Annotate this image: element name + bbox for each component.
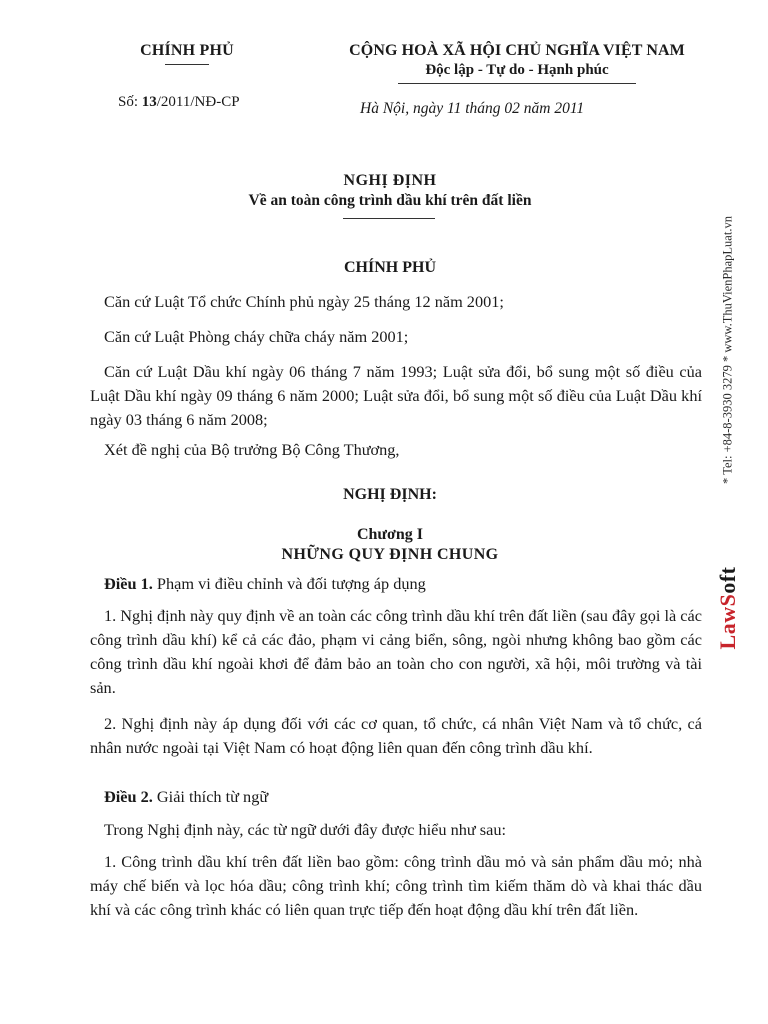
- chapter-heading: [80, 525, 700, 565]
- national-motto: Độc lập - Tự do - Hạnh phúc: [425, 62, 609, 78]
- document-number-suffix: /2011/NĐ-CP: [156, 94, 240, 110]
- article-2-heading: [104, 787, 268, 807]
- motto-underline: [398, 83, 636, 84]
- article-1-heading: [104, 574, 426, 594]
- watermark-brand-logo: LawSoft: [715, 566, 740, 650]
- proposal-basis: Xét đề nghị của Bộ trưởng Bộ Công Thương,: [104, 440, 400, 459]
- article-2-intro: Trong Nghị định này, các từ ngữ dưới đây được hiểu như sau:: [104, 820, 506, 839]
- national-title-block: [312, 42, 722, 84]
- title-underline: [343, 218, 435, 219]
- watermark-separator: *: [720, 474, 735, 484]
- watermark-contact: * Tel: +84-8-3930 3279 * www.ThuVienPhapLuat.vn: [720, 216, 735, 484]
- article-2-clause-1: 1. Công trình dầu khí trên đất liền bao gồm: công trình dầu mỏ và sản phẩm dầu mỏ; nhà máy chế biến và lọc hóa dầu; công trình khí; công trình tìm kiếm thăm dò và khai thác dầu khí và các công trình khác có liên quan trực tiếp đến hoạt động dầu khí trên đất liền.: [90, 852, 702, 919]
- document-subject: Về an toàn công trình dầu khí trên đất liền: [248, 192, 532, 209]
- issuing-agency: CHÍNH PHỦ: [140, 42, 234, 59]
- chapter-title: NHỮNG QUY ĐỊNH CHUNG: [281, 546, 499, 563]
- document-number: [118, 94, 240, 111]
- decree-label: NGHỊ ĐỊNH:: [343, 486, 437, 503]
- document-number-value: 13: [141, 94, 157, 110]
- article-1-clause-1: 1. Nghị định này quy định về an toàn các công trình dầu khí trên đất liền (sau đây gọi là các công trình dầu khí) kể cả các đảo, phạm vi cảng biển, sông, ngòi nhưng không bao gồm các công trình dầu khí ngoài khơi để đảm bảo an toàn cho con người, xã hội, môi trường và tài sản.: [90, 606, 702, 697]
- issuer-heading: CHÍNH PHỦ: [344, 259, 436, 276]
- article-1-label: Điều 1.: [104, 574, 153, 593]
- legal-basis-2: Căn cứ Luật Phòng cháy chữa cháy năm 2001;: [104, 327, 409, 346]
- legal-basis-1: Căn cứ Luật Tổ chức Chính phủ ngày 25 tháng 12 năm 2001;: [104, 292, 504, 311]
- article-1-clause-2: 2. Nghị định này áp dụng đối với các cơ quan, tổ chức, cá nhân Việt Nam và tổ chức, cá nhân nước ngoài tại Việt Nam có hoạt động liên quan đến công trình dầu khí.: [90, 714, 702, 757]
- agency-underline: [165, 64, 209, 65]
- issuing-agency-block: [112, 42, 262, 65]
- side-watermark: [708, 60, 748, 650]
- article-1-title: Phạm vi điều chỉnh và đối tượng áp dụng: [152, 574, 426, 593]
- place-date: Hà Nội, ngày 11 tháng 02 năm 2011: [360, 100, 585, 117]
- chapter-number: Chương I: [356, 526, 424, 543]
- article-2-title: Giải thích từ ngữ: [152, 787, 269, 806]
- national-title: CỘNG HOÀ XÃ HỘI CHỦ NGHĨA VIỆT NAM: [349, 42, 685, 59]
- document-number-label: Số:: [118, 94, 142, 110]
- document-type: NGHỊ ĐỊNH: [343, 172, 437, 189]
- legal-basis-3: Căn cứ Luật Dầu khí ngày 06 tháng 7 năm 1993; Luật sửa đổi, bổ sung một số điều của Luật Dầu khí ngày 09 tháng 6 năm 2000; Luật sửa đổi, bổ sung một số điều của Luật Dầu khí ngày 03 tháng 6 năm 2008;: [90, 362, 702, 429]
- article-2-label: Điều 2.: [104, 787, 153, 806]
